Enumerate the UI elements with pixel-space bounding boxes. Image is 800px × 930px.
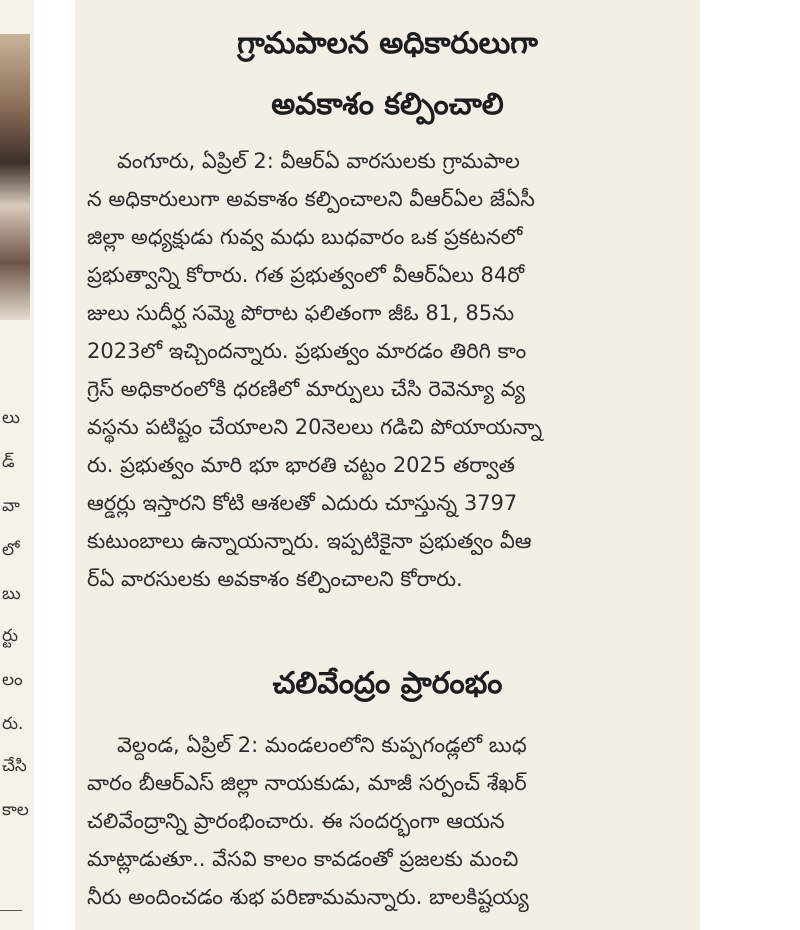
left-fragment: డ్ bbox=[2, 452, 15, 472]
left-fragment: కాల bbox=[2, 800, 29, 820]
left-fragment: వా bbox=[2, 496, 20, 516]
article1-line: రు. ప్రభుత్వం మారి భూ భారతి చట్టం 2025 తర్వాత bbox=[87, 453, 515, 477]
article2-body bbox=[87, 726, 692, 916]
page-margin bbox=[700, 0, 800, 930]
left-fragment: బు bbox=[2, 584, 21, 604]
article1-line: ప్రభుత్వాన్ని కోరారు. గత ప్రభుత్వంలో వీఆర్ఏలు 84రో bbox=[87, 263, 525, 287]
left-column-fragment bbox=[0, 0, 34, 930]
left-fragment: చేసి bbox=[2, 756, 27, 776]
left-fragment: లం bbox=[2, 670, 23, 690]
article2-line: మాట్లాడుతూ.. వేసవి కాలం కావడంతో ప్రజలకు మంచి bbox=[87, 847, 519, 871]
news-column bbox=[75, 0, 700, 930]
article1-line: 2023లో ఇచ్చిందన్నారు. ప్రభుత్వం మారడం తిరిగి కాం bbox=[87, 339, 527, 363]
article1-headline-line2: అవకాశం కల్పించాలి bbox=[271, 87, 504, 122]
left-fragment: ర్టు bbox=[2, 626, 18, 646]
article2-line: నీరు అందించడం శుభ పరిణామమన్నారు. బాలకిష్టయ్య bbox=[87, 885, 529, 909]
article1-line: జులు సుదీర్ఘ సమ్మె పోరాట ఫలితంగా జీఓ 81, 85ను bbox=[87, 301, 515, 325]
left-fragment: రు. bbox=[2, 714, 24, 734]
article2-line: వెల్దండ, ఏప్రిల్ 2: మండలంలోని కుప్పగండ్లలో బుధ bbox=[117, 733, 527, 757]
article1-line: జిల్లా అధ్యక్షుడు గువ్వ మధు బుధవారం ఒక ప్రకటనలో bbox=[87, 225, 523, 249]
article1-line: గ్రెస్ అధికారంలోకి ధరణిలో మార్పులు చేసి రెవెన్యూ వ్య bbox=[87, 377, 526, 401]
article2-line: చలివేంద్రాన్ని ప్రారంభించారు. ఈ సందర్భంగా ఆయన bbox=[87, 809, 505, 833]
article1-line: ర్ఏ వారసులకు అవకాశం కల్పించాలని కోరారు. bbox=[87, 567, 463, 591]
article1-line: న అధికారులుగా అవకాశం కల్పించాలని వీఆర్ఏల జేఏసీ bbox=[87, 187, 535, 211]
article1-line: ఆర్డర్లు ఇస్తారని కోటి ఆశలతో ఎదురు చూస్తున్న 3797 bbox=[87, 491, 518, 515]
article1-body bbox=[87, 142, 692, 598]
article1-headline-line1: గ్రామపాలన అధికారులుగా bbox=[237, 26, 538, 61]
article1-line: వంగూరు, ఏప్రిల్ 2: వీఆర్ఏ వారసులకు గ్రామపాల bbox=[117, 149, 520, 173]
left-fragment: లో bbox=[2, 540, 20, 560]
article2-line: వారం బీఆర్ఎస్ జిల్లా నాయకుడు, మాజీ సర్పంచ్ శేఖర్ bbox=[87, 771, 527, 795]
article1-line: వస్థను పటిష్టం చేయాలని 20నెలలు గడిచి పోయాయన్నా bbox=[87, 415, 543, 439]
article1-line: కుటుంబాలు ఉన్నాయన్నారు. ఇప్పటికైనా ప్రభుత్వం వీఆ bbox=[87, 529, 532, 553]
left-fragment: లు bbox=[2, 408, 20, 428]
article2-headline: చలివేంద్రం ప్రారంభం bbox=[272, 666, 503, 701]
news-photo-fragment bbox=[0, 34, 30, 320]
column-rule bbox=[0, 910, 22, 911]
